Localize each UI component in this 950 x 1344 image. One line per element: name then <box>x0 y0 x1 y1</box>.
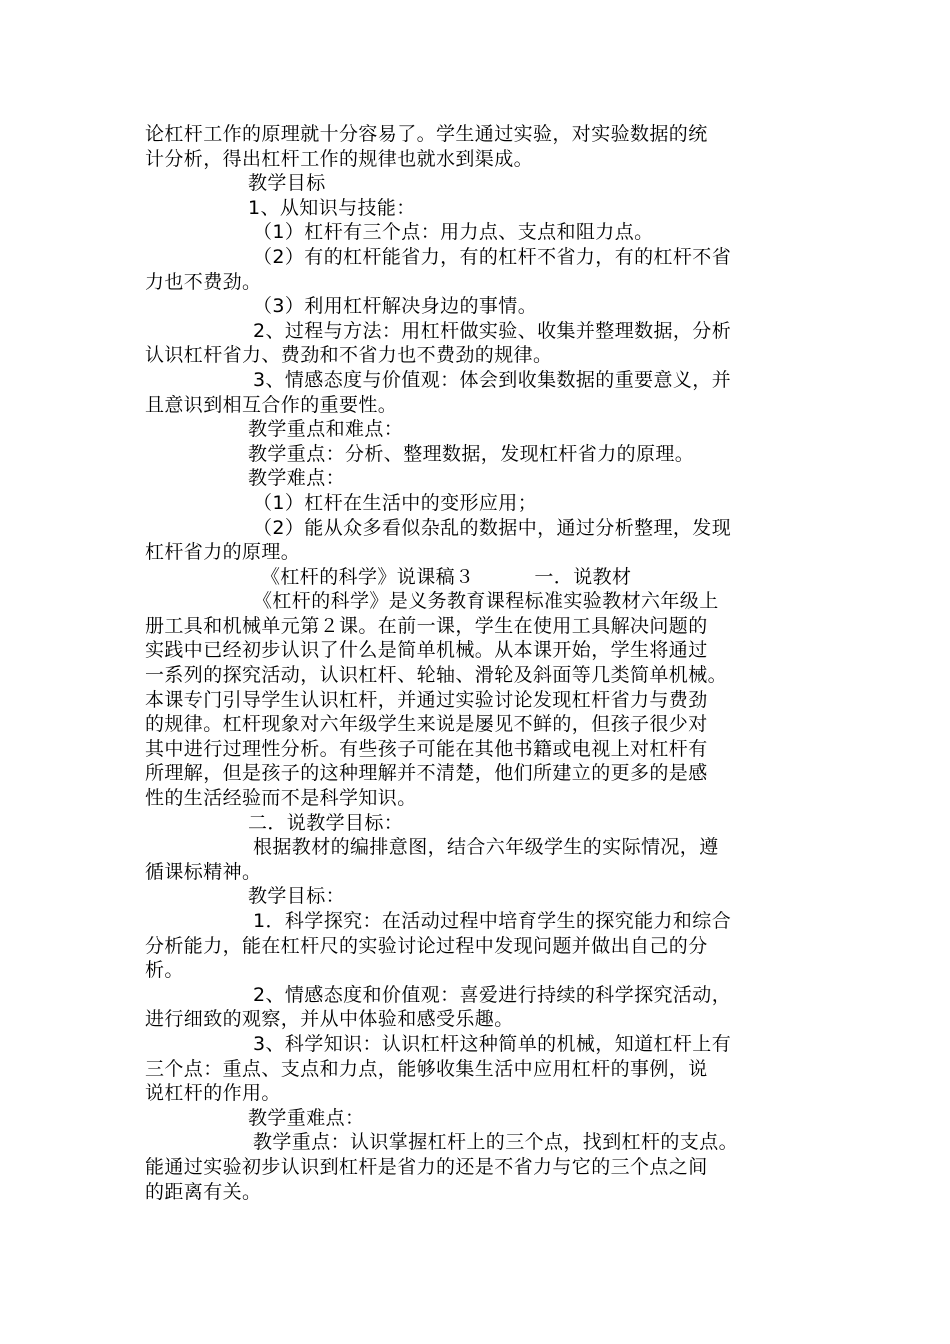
text-line: 册工具和机械单元第２课。在前一课，学生在使用工具解决问题的 <box>145 614 708 637</box>
text-line: 的距离有关。 <box>145 1180 262 1203</box>
text-line: 进行细致的观察，并从中体验和感受乐趣。 <box>145 1008 514 1031</box>
text-line: 力也不费劲。 <box>145 270 262 293</box>
text-line: 本课专门引导学生认识杠杆，并通过实验讨论发现杠杆省力与费劲 <box>145 688 708 711</box>
text-line: 教学重点：分析、整理数据，发现杠杆省力的原理。 <box>248 442 695 465</box>
text-line: 1．科学探究：在活动过程中培育学生的探究能力和综合 <box>253 910 732 932</box>
section-heading: 二．说教学目标： <box>248 811 404 834</box>
section-heading: 教学目标 <box>248 172 326 195</box>
text-line: （1）杠杆在生活中的变形应用； <box>253 491 538 514</box>
text-line: 3、科学知识：认识杠杆这种简单的机械，知道杠杆上有 <box>253 1032 732 1055</box>
text-line: 根据教材的编排意图，结合六年级学生的实际情况，遵 <box>253 836 719 859</box>
text-line: 2、过程与方法：用杠杆做实验、收集并整理数据，分析 <box>253 319 732 342</box>
text-line: 性的生活经验而不是科学知识。 <box>145 787 417 810</box>
section-heading: 一．说教材 <box>534 565 632 588</box>
document-title: 《杠杆的科学》说课稿３ <box>261 565 475 588</box>
text-line: 循课标精神。 <box>145 860 262 883</box>
text-line: 其中进行过理性分析。有些孩子可能在其他书籍或电视上对杠杆有 <box>145 737 708 760</box>
text-line: 析。 <box>145 959 184 982</box>
section-heading: 教学重难点： <box>248 1106 365 1129</box>
text-line: 计分析，得出杠杆工作的规律也就水到渠成。 <box>145 147 534 170</box>
section-heading: 教学难点： <box>248 467 346 490</box>
text-line: （1）杠杆有三个点：用力点、支点和阻力点。 <box>253 221 654 244</box>
text-line: （2）能从众多看似杂乱的数据中，通过分析整理，发现 <box>253 516 732 539</box>
text-line: 三个点：重点、支点和力点，能够收集生活中应用杠杆的事例，说 <box>145 1057 708 1080</box>
text-line: 且意识到相互合作的重要性。 <box>145 393 398 416</box>
text-line: 分析能力，能在杠杆尺的实验讨论过程中发现问题并做出自己的分 <box>145 934 708 957</box>
text-line: 实践中已经初步认识了什么是简单机械。从本课开始，学生将通过 <box>145 639 708 662</box>
text-line: （2）有的杠杆能省力，有的杠杆不省力，有的杠杆不省 <box>253 245 732 268</box>
text-line: 2、情感态度和价值观：喜爱进行持续的科学探究活动， <box>253 983 732 1006</box>
text-line: 的规律。杠杆现象对六年级学生来说是屡见不鲜的，但孩子很少对 <box>145 713 708 736</box>
section-heading: 教学重点和难点： <box>248 418 404 441</box>
text-line: 说杠杆的作用。 <box>145 1082 281 1105</box>
text-line: 能通过实验初步认识到杠杆是省力的还是不省力与它的三个点之间 <box>145 1155 708 1178</box>
text-line: 认识杠杆省力、费劲和不省力也不费劲的规律。 <box>145 344 553 367</box>
text-line: （3）利用杠杆解决身边的事情。 <box>253 295 538 318</box>
text-line: 3、情感态度与价值观：体会到收集数据的重要意义，并 <box>253 368 732 391</box>
text-line: 1、从知识与技能： <box>248 196 416 219</box>
text-line: 教学重点：认识掌握杠杆上的三个点，找到杠杆的支点。 <box>253 1131 739 1154</box>
text-line: 杠杆省力的原理。 <box>145 541 301 564</box>
section-heading: 教学目标： <box>248 885 346 908</box>
document-body <box>145 122 825 1204</box>
text-line: 《杠杆的科学》是义务教育课程标准实验教材六年级上 <box>253 590 719 613</box>
text-line: 一系列的探究活动，认识杠杆、轮轴、滑轮及斜面等几类简单机械。 <box>145 664 728 687</box>
text-line: 论杠杆工作的原理就十分容易了。学生通过实验，对实验数据的统 <box>145 123 708 145</box>
text-line: 所理解，但是孩子的这种理解并不清楚，他们所建立的更多的是感 <box>145 762 708 785</box>
document-title-line <box>145 565 825 590</box>
